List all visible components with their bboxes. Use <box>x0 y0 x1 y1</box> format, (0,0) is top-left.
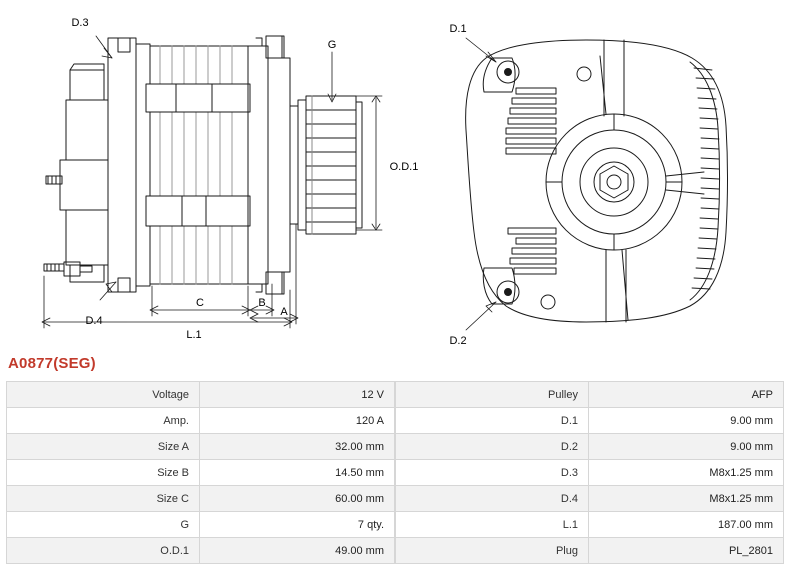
side-view-body <box>44 36 362 294</box>
table-row <box>396 512 784 538</box>
label-g: G <box>327 39 337 51</box>
spec-key: G <box>7 512 200 538</box>
table-row <box>396 408 784 434</box>
spec-key: Voltage <box>7 382 200 408</box>
spec-table-right <box>395 381 784 564</box>
table-row <box>396 434 784 460</box>
spec-key: Size A <box>7 434 200 460</box>
spec-table-left <box>6 381 395 564</box>
spec-key: Plug <box>396 538 589 564</box>
table-row <box>396 486 784 512</box>
front-view-body <box>466 40 728 322</box>
label-b: B <box>258 297 266 309</box>
spec-value: 32.00 mm <box>200 434 395 460</box>
label-d4: D.4 <box>85 315 103 327</box>
spec-value: 120 A <box>200 408 395 434</box>
spec-key: D.4 <box>396 486 589 512</box>
spec-value: 14.50 mm <box>200 460 395 486</box>
table-row <box>396 538 784 564</box>
spec-key: L.1 <box>396 512 589 538</box>
spec-value: 49.00 mm <box>200 538 395 564</box>
table-row <box>396 460 784 486</box>
table-row <box>396 382 784 408</box>
spec-key: Pulley <box>396 382 589 408</box>
table-row <box>7 460 395 486</box>
specifications <box>6 381 784 564</box>
spec-value: M8x1.25 mm <box>589 460 784 486</box>
spec-key: Amp. <box>7 408 200 434</box>
spec-key: D.3 <box>396 460 589 486</box>
label-a: A <box>280 306 288 318</box>
spec-key: O.D.1 <box>7 538 200 564</box>
table-row <box>7 408 395 434</box>
table-row <box>7 512 395 538</box>
spec-value: 12 V <box>200 382 395 408</box>
spec-key: D.2 <box>396 434 589 460</box>
spec-value: 9.00 mm <box>589 434 784 460</box>
label-l1: L.1 <box>186 329 202 341</box>
label-d2: D.2 <box>449 335 467 347</box>
table-row <box>7 486 395 512</box>
spec-key: Size C <box>7 486 200 512</box>
spec-key: Size B <box>7 460 200 486</box>
spec-value: AFP <box>589 382 784 408</box>
spec-value: PL_2801 <box>589 538 784 564</box>
part-number: A0877(SEG) <box>8 355 96 372</box>
label-d1: D.1 <box>449 23 467 35</box>
label-od1: O.D.1 <box>389 161 419 173</box>
label-d3: D.3 <box>71 17 89 29</box>
spec-value: M8x1.25 mm <box>589 486 784 512</box>
spec-value: 60.00 mm <box>200 486 395 512</box>
table-row <box>7 382 395 408</box>
spec-key: D.1 <box>396 408 589 434</box>
spec-value: 7 qty. <box>200 512 395 538</box>
table-row <box>7 538 395 564</box>
label-c: C <box>196 297 204 309</box>
spec-value: 187.00 mm <box>589 512 784 538</box>
table-row <box>7 434 395 460</box>
spec-value: 9.00 mm <box>589 408 784 434</box>
